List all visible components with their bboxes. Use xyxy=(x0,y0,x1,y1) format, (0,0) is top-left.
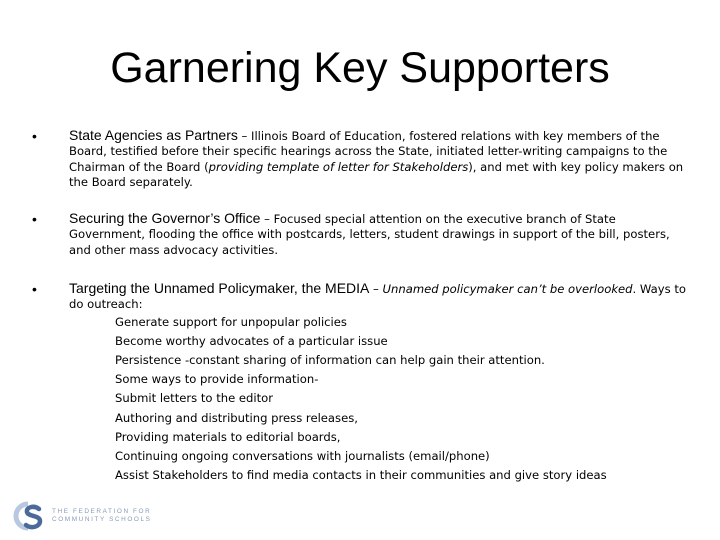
bullet-body xyxy=(69,211,689,258)
list-item: Become worthy advocates of a particular issue xyxy=(115,333,388,348)
bullet-text-italic: Unnamed policymaker can’t be overlooked xyxy=(382,282,633,296)
bullet-glyph: • xyxy=(32,211,37,227)
bullet-body xyxy=(69,281,689,485)
federation-logo xyxy=(12,500,172,532)
list-item: Submit letters to the editor xyxy=(115,391,274,406)
list-item: Generate support for unpopular policies xyxy=(115,314,347,329)
list-item: Persistence -constant sharing of information can help gain their attention. xyxy=(115,353,545,367)
bullet-text-italic: providing template of letter for Stakeholders xyxy=(208,159,469,174)
slide-title: Garnering Key Supporters xyxy=(110,44,610,92)
bullet-text: . Ways to do outreach: xyxy=(69,282,686,312)
logo-line: THE FEDERATION FOR xyxy=(52,508,152,515)
list-item: Providing materials to editorial boards, xyxy=(115,429,341,444)
list-item: Continuing ongoing conversations with journalists (email/phone) xyxy=(115,449,490,464)
bullet-body xyxy=(69,128,689,190)
bullet-lead: Targeting the Unnamed Policymaker, the MEDIA xyxy=(69,280,370,296)
bullet-text: ), and met with key policy makers on the Board separately. xyxy=(69,159,684,189)
bullet-lead: State Agencies as Partners xyxy=(69,127,238,143)
bullet-glyph: • xyxy=(32,281,37,297)
bullet-text: – Focused special attention on the executive branch of State Government, flooding the office with postcards, letters, student drawings in support of the bill, posters, and other mass advocacy activities. xyxy=(69,212,670,257)
list-item: Authoring and distributing press releases, xyxy=(115,410,358,425)
logo-line: COMMUNITY SCHOOLS xyxy=(52,516,152,523)
bullet-text: – Illinois Board of Education, fostered relations with key members of the Board, testified before their specific hearings across the State, initiated letter-writing campaigns to the Chairman of the Board ( xyxy=(69,129,668,174)
bullet-lead: Securing the Governor’s Office xyxy=(69,210,261,226)
logo-cs-icon xyxy=(12,500,46,532)
list-item: Assist Stakeholders to find media contacts in their communities and give story ideas xyxy=(115,468,607,483)
media-outreach-list xyxy=(69,313,689,486)
bullet-text: – xyxy=(369,282,383,296)
list-item: Some ways to provide information- xyxy=(115,372,319,387)
logo-wordmark xyxy=(52,508,152,524)
bullet-glyph: • xyxy=(32,128,37,144)
